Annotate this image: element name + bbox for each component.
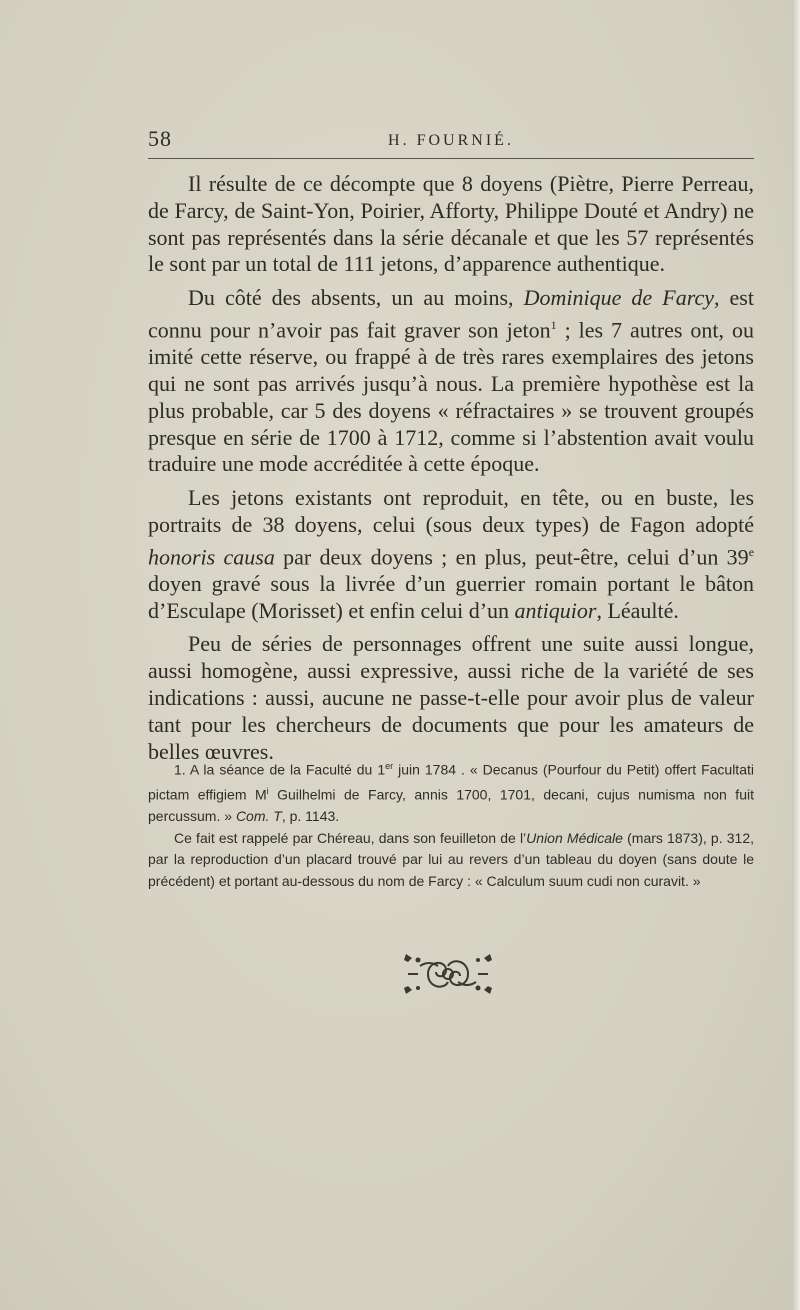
italic-name: Dominique de Farcy [523,285,714,311]
italic-ref: Com. T [235,808,282,825]
paragraph-4: Peu de séries de personnages offrent une suite aussi longue, aussi homogène, aussi expressive, aussi riche de la variété de ses indications : aussi, aucune ne passe-t-elle pour avoir plus de valeur tant pour les chercheurs de documents que pour les amateurs de belles œuvres. [148,631,754,764]
italic-word: antiquior [514,597,597,623]
fleuron-ornament-icon [398,948,498,1000]
footnotes [148,756,754,892]
text-run: doyen gravé sous la livrée d’un guerrier romain portant le bâton d’Esculape (Morisset) et enfin celui d’un [148,570,754,623]
text-run: (mars 1873), p. 312, par la reproduction d’un placard trouvé par lui au revers d’un tableau du doyen (sans doute le précédent) et portant au-dessous du nom de Farcy : « Calculum suum cudi non curavit. » [148,829,754,889]
running-head: H. FOURNIÉ. [388,132,514,149]
footnote-1-continued [148,828,754,893]
text-run: , p. 1143. [281,808,340,825]
text-run: Ce fait est rappelé par Chéreau, dans son feuilleton de l’ [174,829,527,846]
footnote-reference: 1 [550,317,557,332]
paragraph-3 [148,485,754,624]
page-header [148,126,754,156]
text-run: Du côté des absents, un au moins, [188,285,524,311]
paragraph-1: Il résulte de ce décompte que 8 doyens (Piètre, Pierre Perreau, de Farcy, de Saint-Yon, Poirier, Afforty, Philippe Douté et Andry) ne sont pas représentés dans la série décanale et que les 57 représentés le sont par un total de 111 jetons, d’apparence authentique. [148,171,754,277]
superscript: i [266,786,269,797]
text-run: 1. A la séance de la Faculté du 1 [174,761,386,778]
text-run: , Léaulté. [596,597,679,623]
superscript: e [748,544,755,559]
text-run: Les jetons existants ont reproduit, en tête, ou en buste, les portraits de 38 doyens, celui (sous deux types) de Fagon adopté [148,485,754,537]
text-run: par deux doyens ; en plus, peut-être, celui d’un 39 [274,544,749,570]
header-rule [148,158,754,159]
paragraph-2 [148,285,754,478]
italic-phrase: honoris causa [148,544,275,570]
text-run: ; les 7 autres ont, ou imité cette réserve, ou frappé à de très rares exemplaires des jetons qui ne sont pas arrivés jusqu’à nous. La première hypothèse est la plus probable, car 5 des doyens « réfractaires » se trouvent groupés presque en série de 1700 à 1712, comme si l’abstention avait voulu traduire une mode accréditée à cette époque. [148,317,754,477]
page-number: 58 [148,126,172,151]
page-edge [792,0,800,1310]
main-text [148,171,754,772]
italic-title: Union Médicale [526,829,623,846]
text-run: Guilhelmi de Farcy, annis 1700, 1701, decani, cujus numisma non fuit percussum. » [148,786,754,825]
text-run: juin 1784 . « Decanus (Pourfour du Petit) offert Facultati pictam effigiem M [148,761,754,803]
footnote-1 [148,756,754,828]
text-run: , est connu pour n’avoir pas fait graver son jeton [148,285,754,343]
superscript: er [385,761,394,771]
